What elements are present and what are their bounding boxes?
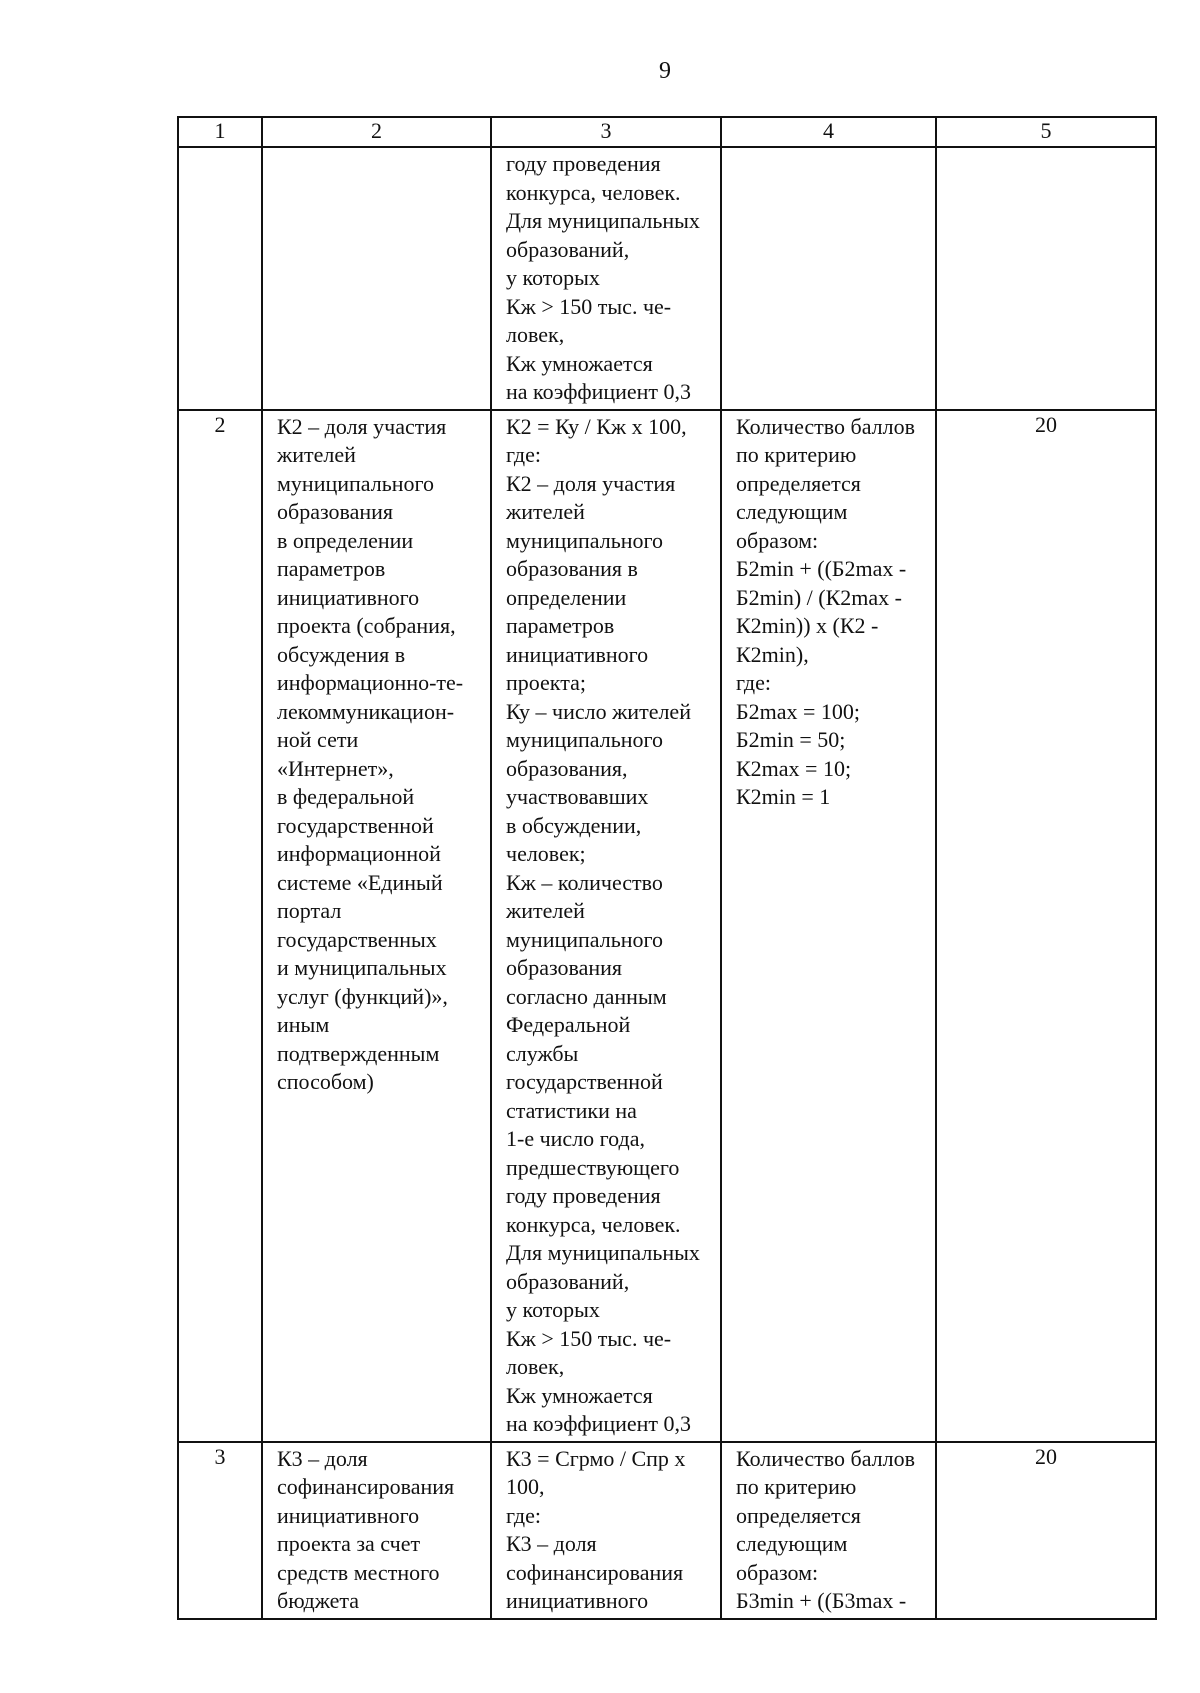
method-line: образом: — [736, 527, 819, 553]
criterion-line: К3 – доля — [277, 1445, 368, 1471]
formula-line: К2 = Ку / Кж х 100, — [506, 413, 687, 439]
formula-line: у которых — [506, 1297, 600, 1322]
criterion-line: информационно-те- — [277, 670, 464, 695]
formula-line: где: — [506, 442, 541, 467]
header-col-2: 2 — [262, 117, 491, 147]
formula-line: 100, — [506, 1474, 545, 1499]
header-col-5: 5 — [936, 117, 1156, 147]
criterion-line: иным — [277, 1012, 330, 1037]
formula-cell-text — [492, 1443, 720, 1618]
method-line: определяется — [736, 1502, 861, 1528]
formula-line: образования в — [506, 556, 638, 581]
method-cell-text — [722, 1443, 935, 1618]
formula-line: определении — [506, 584, 627, 610]
score-cell — [936, 410, 1156, 1442]
header-col-3: 3 — [491, 117, 721, 147]
formula-line: Кж > 150 тыс. че- — [506, 1325, 672, 1351]
formula-line: государственной — [506, 1069, 663, 1094]
criterion-line: параметров — [277, 556, 386, 581]
criterion-line: в определении — [277, 527, 414, 553]
row-number: 2 — [214, 411, 226, 437]
formula-line: Для муниципальных — [506, 208, 700, 233]
formula-line: жителей — [506, 898, 585, 923]
formula-line: инициативного — [506, 1588, 649, 1613]
formula-line: образований, — [506, 1268, 630, 1294]
score-value: 20 — [1035, 411, 1057, 437]
row-number: 3 — [214, 1443, 226, 1469]
method-line: К2min)) х (К2 - — [736, 613, 879, 638]
formula-line: человек; — [506, 841, 586, 866]
score-cell — [936, 147, 1156, 410]
row-number-cell — [178, 410, 262, 1442]
row-number-cell — [178, 1442, 262, 1619]
row-number-cell — [178, 147, 262, 410]
method-cell-text — [722, 148, 935, 152]
method-line: Б2min = 50; — [736, 727, 846, 752]
formula-line: муниципального — [506, 527, 664, 553]
formula-line: муниципального — [506, 926, 664, 952]
criterion-line: инициативного — [277, 1502, 420, 1528]
header-col-4: 4 — [721, 117, 936, 147]
header-col-1: 1 — [178, 117, 262, 147]
criterion-line: системе «Единый — [277, 869, 443, 895]
table-row — [178, 147, 1156, 410]
method-line: следующим — [736, 1531, 848, 1556]
formula-line: образования, — [506, 755, 628, 781]
method-line: К2min = 1 — [736, 784, 831, 809]
formula-line: проекта; — [506, 670, 586, 695]
method-line: Количество баллов — [736, 413, 916, 439]
criterion-line: государственной — [277, 812, 434, 838]
formula-line: Ку – число жителей — [506, 698, 691, 724]
criterion-line: инициативного — [277, 584, 420, 610]
criterion-line: подтвержденным — [277, 1040, 440, 1066]
criterion-line: услуг (функций)», — [277, 983, 448, 1009]
formula-line: предшествующего — [506, 1154, 680, 1180]
formula-line: конкурса, человек. — [506, 1211, 681, 1237]
criterion-line: лекоммуникацион- — [277, 698, 455, 724]
formula-line: образований, — [506, 236, 630, 262]
method-line: по критерию — [736, 1474, 857, 1499]
formula-line: Кж умножается — [506, 350, 653, 376]
formula-line: К2 – доля участия — [506, 470, 676, 496]
formula-line: жителей — [506, 499, 585, 524]
criterion-line: муниципального — [277, 470, 435, 496]
formula-line: участвовавших — [506, 784, 649, 809]
formula-line: в обсуждении, — [506, 812, 642, 838]
criterion-line: проекта за счет — [277, 1531, 421, 1556]
formula-line: 1-е число года, — [506, 1126, 645, 1151]
formula-line: на коэффициент 0,3 — [506, 1411, 692, 1436]
method-line: К2min), — [736, 641, 809, 667]
formula-line: Кж > 150 тыс. че- — [506, 293, 672, 319]
method-line: Б2max = 100; — [736, 698, 861, 724]
criterion-line: жителей — [277, 442, 356, 467]
criterion-line: средств местного — [277, 1559, 440, 1585]
formula-line: ловек, — [506, 1354, 565, 1379]
formula-line: К3 = Сгрмо / Спр х — [506, 1445, 686, 1471]
formula-line: статистики на — [506, 1097, 637, 1123]
score-cell — [936, 1442, 1156, 1619]
criterion-cell — [262, 410, 491, 1442]
criterion-line: бюджета — [277, 1588, 360, 1613]
formula-line: Кж – количество — [506, 869, 663, 895]
method-cell — [721, 410, 936, 1442]
method-line: Б3min + ((Б3max - — [736, 1588, 907, 1613]
formula-line: у которых — [506, 265, 600, 290]
formula-line: на коэффициент 0,3 — [506, 379, 692, 404]
method-cell — [721, 1442, 936, 1619]
criterion-cell-text — [263, 411, 490, 1099]
method-line: Б2min + ((Б2max - — [736, 556, 907, 581]
score-value: 20 — [1035, 1443, 1057, 1469]
formula-cell — [491, 410, 721, 1442]
method-line: образом: — [736, 1559, 819, 1585]
formula-line: году проведения — [506, 151, 661, 176]
formula-line: согласно данным — [506, 983, 667, 1009]
criterion-line: способом) — [277, 1069, 374, 1094]
formula-cell — [491, 147, 721, 410]
criterion-line: и муниципальных — [277, 955, 447, 980]
criterion-cell — [262, 1442, 491, 1619]
criterion-line: информационной — [277, 841, 441, 866]
table-row — [178, 1442, 1156, 1619]
formula-line: муниципального — [506, 727, 664, 752]
formula-line: где: — [506, 1502, 541, 1528]
criterion-line: софинансирования — [277, 1474, 455, 1499]
formula-cell-text — [492, 411, 720, 1441]
formula-cell — [491, 1442, 721, 1619]
criterion-line: К2 – доля участия — [277, 413, 447, 439]
criterion-line: проекта (собрания, — [277, 613, 456, 638]
formula-line: службы — [506, 1040, 579, 1066]
criterion-line: портал — [277, 898, 342, 923]
formula-line: софинансирования — [506, 1559, 684, 1585]
method-line: определяется — [736, 470, 861, 496]
formula-line: параметров — [506, 613, 615, 638]
criterion-cell-text — [263, 148, 490, 152]
table-row — [178, 410, 1156, 1442]
method-line: Количество баллов — [736, 1445, 916, 1471]
formula-line: Федеральной — [506, 1012, 631, 1037]
method-line: следующим — [736, 499, 848, 524]
criterion-line: обсуждения в — [277, 641, 406, 667]
criterion-cell — [262, 147, 491, 410]
formula-line: конкурса, человек. — [506, 179, 681, 205]
formula-line: году проведения — [506, 1183, 661, 1208]
criterion-line: ной сети — [277, 727, 359, 752]
method-line: К2max = 10; — [736, 755, 852, 781]
page-number: 9 — [659, 58, 671, 84]
formula-line: ловек, — [506, 322, 565, 347]
method-line: Б2min) / (К2max - — [736, 584, 902, 610]
criterion-line: «Интернет», — [277, 755, 394, 781]
formula-line: Кж умножается — [506, 1382, 653, 1408]
method-cell — [721, 147, 936, 410]
criterion-line: государственных — [277, 926, 437, 952]
formula-cell-text — [492, 148, 720, 409]
header-row — [178, 117, 1156, 147]
criterion-line: в федеральной — [277, 784, 415, 809]
formula-line: инициативного — [506, 641, 649, 667]
formula-line: Для муниципальных — [506, 1240, 700, 1265]
criteria-table — [177, 116, 1157, 1620]
formula-line: образования — [506, 955, 623, 980]
formula-line: К3 – доля — [506, 1531, 597, 1556]
method-line: по критерию — [736, 442, 857, 467]
method-cell-text — [722, 411, 935, 814]
method-line: где: — [736, 670, 771, 695]
criterion-cell-text — [263, 1443, 490, 1618]
criterion-line: образования — [277, 499, 394, 524]
